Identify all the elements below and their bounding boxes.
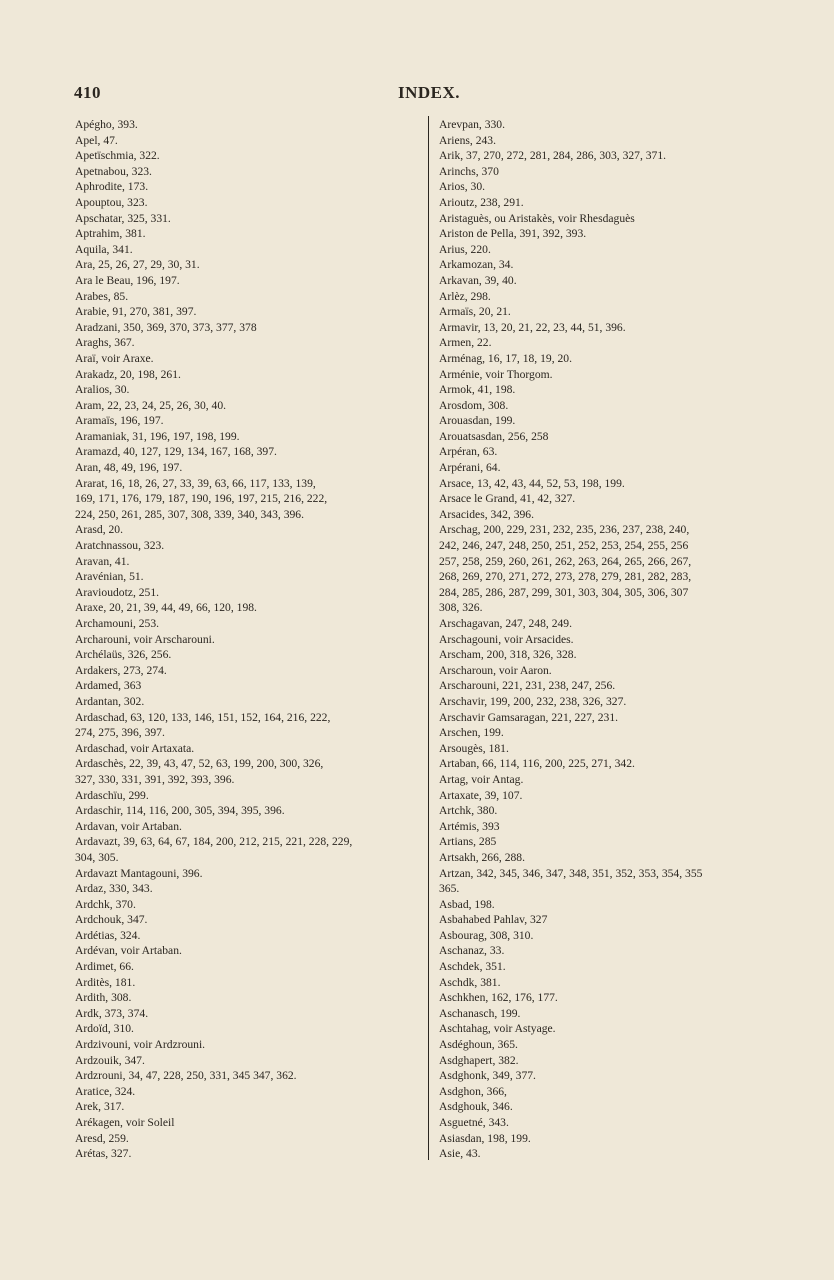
index-column-right <box>439 117 789 1162</box>
column-rule <box>428 116 429 1160</box>
index-entry <box>75 398 415 414</box>
index-entry <box>75 1115 415 1131</box>
index-entry-line: Arménie, voir Thorgom. <box>439 367 553 381</box>
index-entry-line: Ardaz, 330, 343. <box>75 882 153 896</box>
index-entry <box>75 819 415 835</box>
index-entry-line: Asie, 43. <box>439 1147 481 1161</box>
index-entry-line: Aschkhen, 162, 176, 177. <box>439 991 558 1005</box>
index-entry-line: Arik, 37, 270, 272, 281, 284, 286, 303, 327, 371. <box>439 149 667 163</box>
index-entry <box>439 663 789 679</box>
index-entry-line: Arkamozan, 34. <box>439 258 514 272</box>
index-entry <box>439 1053 789 1069</box>
index-entry <box>75 928 415 944</box>
index-entry <box>75 304 415 320</box>
index-entry-line: Arosdom, 308. <box>439 398 509 412</box>
index-entry <box>75 429 415 445</box>
index-entry-line: Arabes, 85. <box>75 289 129 303</box>
index-entry-line: Ardzrouni, 34, 47, 228, 250, 331, 345 347, 362. <box>75 1069 297 1083</box>
index-entry <box>75 538 415 554</box>
index-entry-line: Arinchs, 370 <box>439 164 499 178</box>
index-entry-line: Ardétias, 324. <box>75 928 141 942</box>
index-entry-line: Asiasdan, 198, 199. <box>439 1131 531 1145</box>
index-entry <box>439 179 789 195</box>
index-entry <box>439 460 789 476</box>
index-entry <box>439 943 789 959</box>
index-entry <box>75 943 415 959</box>
index-entry <box>439 335 789 351</box>
index-entry-line: Arménag, 16, 17, 18, 19, 20. <box>439 351 572 365</box>
index-entry <box>75 460 415 476</box>
index-entry <box>439 647 789 663</box>
index-entry-line: Asbad, 198. <box>439 897 495 911</box>
index-entry-line: Aravan, 41. <box>75 554 130 568</box>
index-entry-line: Artsakh, 266, 288. <box>439 850 525 864</box>
index-entry <box>75 803 415 819</box>
index-entry <box>439 429 789 445</box>
index-entry-line: Arsougès, 181. <box>439 741 509 755</box>
index-entry <box>439 413 789 429</box>
index-entry <box>439 507 789 523</box>
index-entry-line: Araxe, 20, 21, 39, 44, 49, 66, 120, 198. <box>75 601 257 615</box>
index-entry-line: Armaïs, 20, 21. <box>439 305 511 319</box>
index-entry-line: Artag, voir Antag. <box>439 772 524 786</box>
index-entry-line: Ararat, 16, 18, 26, 27, 33, 39, 63, 66, 117, 133, 139, <box>75 476 316 490</box>
index-entry-line: Aresd, 259. <box>75 1131 129 1145</box>
index-entry <box>75 226 415 242</box>
index-entry <box>439 1131 789 1147</box>
index-entry-line: 257, 258, 259, 260, 261, 262, 263, 264, 265, 266, 267, <box>439 554 692 568</box>
index-entry <box>439 975 789 991</box>
index-entry <box>75 1006 415 1022</box>
index-entry <box>439 133 789 149</box>
index-entry <box>75 413 415 429</box>
index-entry-line: Aratice, 324. <box>75 1084 136 1098</box>
index-entry-line: Ardzouik, 347. <box>75 1053 145 1067</box>
index-entry-line: Arschag, 200, 229, 231, 232, 235, 236, 237, 238, 240, <box>439 523 690 537</box>
index-entry-line: Aphrodite, 173. <box>75 180 149 194</box>
index-entry-line: Ardzivouni, voir Ardzrouni. <box>75 1038 206 1052</box>
index-entry <box>439 1115 789 1131</box>
index-entry-line: Arditès, 181. <box>75 975 136 989</box>
index-entry <box>75 866 415 882</box>
index-entry-line: Aralios, 30. <box>75 383 130 397</box>
index-entry-line: Armen, 22. <box>439 336 492 350</box>
index-entry <box>439 897 789 913</box>
index-entry <box>75 710 415 741</box>
index-entry-line: 169, 171, 176, 179, 187, 190, 196, 197, 215, 216, 222, <box>75 492 328 506</box>
index-entry <box>439 959 789 975</box>
index-entry <box>75 663 415 679</box>
index-entry-line: Ardavazt Mantagouni, 396. <box>75 866 203 880</box>
index-entry-line: Aram, 22, 23, 24, 25, 26, 30, 40. <box>75 398 227 412</box>
index-entry <box>75 382 415 398</box>
index-entry-line: Artchk, 380. <box>439 804 498 818</box>
index-entry <box>75 788 415 804</box>
index-entry <box>75 320 415 336</box>
index-entry-line: Arsace, 13, 42, 43, 44, 52, 53, 198, 199. <box>439 476 625 490</box>
index-entry-line: 224, 250, 261, 285, 307, 308, 339, 340, 343, 396. <box>75 507 304 521</box>
index-entry-line: Ariens, 243. <box>439 133 496 147</box>
index-entry <box>439 616 789 632</box>
index-entry <box>439 382 789 398</box>
index-entry <box>75 616 415 632</box>
index-entry-line: Ara le Beau, 196, 197. <box>75 273 180 287</box>
index-entry-line: Ardimet, 66. <box>75 960 134 974</box>
index-entry <box>439 257 789 273</box>
index-entry <box>75 242 415 258</box>
index-entry-line: Apégho, 393. <box>75 118 138 131</box>
index-entry <box>75 211 415 227</box>
index-entry <box>75 975 415 991</box>
index-entry-line: Asdghouk, 346. <box>439 1100 513 1114</box>
index-entry-line: Aquila, 341. <box>75 242 133 256</box>
index-entry <box>439 866 789 897</box>
index-entry <box>439 304 789 320</box>
index-entry <box>75 257 415 273</box>
index-entry-line: Ardavazt, 39, 63, 64, 67, 184, 200, 212, 215, 221, 228, 229, <box>75 835 353 849</box>
index-entry <box>439 632 789 648</box>
index-entry <box>75 600 415 616</box>
index-entry-line: Ardk, 373, 374. <box>75 1006 149 1020</box>
index-entry <box>439 834 789 850</box>
index-entry <box>75 133 415 149</box>
index-entry <box>439 211 789 227</box>
index-entry-line: Apschatar, 325, 331. <box>75 211 171 225</box>
index-entry <box>75 273 415 289</box>
index-entry <box>439 694 789 710</box>
index-entry-line: 365. <box>439 882 460 896</box>
index-entry <box>75 959 415 975</box>
index-entry <box>75 912 415 928</box>
index-entry-line: Aran, 48, 49, 196, 197. <box>75 461 183 475</box>
index-entry-line: Ardchouk, 347. <box>75 913 148 927</box>
index-entry-line: Arétas, 327. <box>75 1147 132 1161</box>
index-entry <box>75 1068 415 1084</box>
index-entry <box>75 1146 415 1162</box>
index-entry-line: Arsacides, 342, 396. <box>439 507 534 521</box>
index-entry-line: Arios, 30. <box>439 180 486 194</box>
index-entry <box>439 1068 789 1084</box>
index-entry-line: Arouatsasdan, 256, 258 <box>439 429 549 443</box>
index-entry <box>75 694 415 710</box>
index-entry <box>75 741 415 757</box>
index-entry-line: Aradzani, 350, 369, 370, 373, 377, 378 <box>75 320 257 334</box>
index-entry <box>439 226 789 242</box>
index-column-left <box>75 117 415 1162</box>
index-entry-line: Aravénian, 51. <box>75 570 144 584</box>
index-entry <box>75 289 415 305</box>
index-entry-line: Aschanaz, 33. <box>439 944 505 958</box>
index-entry <box>75 1099 415 1115</box>
index-entry <box>439 242 789 258</box>
index-entry <box>75 678 415 694</box>
index-entry-line: Aschanasch, 199. <box>439 1006 521 1020</box>
index-entry <box>439 522 789 616</box>
index-entry <box>439 164 789 180</box>
index-entry-line: Ardith, 308. <box>75 991 132 1005</box>
index-entry <box>75 647 415 663</box>
index-entry-line: Asdghonk, 349, 377. <box>439 1069 536 1083</box>
index-entry-line: Ardaschès, 22, 39, 43, 47, 52, 63, 199, 200, 300, 326, <box>75 757 324 771</box>
page-number: 410 <box>74 83 101 102</box>
index-entry-line: Apel, 47. <box>75 133 118 147</box>
index-entry-line: Ardamed, 363 <box>75 679 142 693</box>
index-entry <box>439 491 789 507</box>
index-entry <box>439 912 789 928</box>
index-entry <box>439 788 789 804</box>
index-entry-line: Aristaguès, ou Aristakès, voir Rhesdaguès <box>439 211 635 225</box>
index-entry <box>439 803 789 819</box>
index-entry-line: Ardaschad, 63, 120, 133, 146, 151, 152, 164, 216, 222, <box>75 710 331 724</box>
index-entry <box>439 710 789 726</box>
index-entry-line: Aravioudotz, 251. <box>75 585 160 599</box>
index-entry <box>439 1037 789 1053</box>
index-entry-line: 242, 246, 247, 248, 250, 251, 252, 253, 254, 255, 256 <box>439 539 689 553</box>
index-entry <box>439 351 789 367</box>
index-entry-line: Arabie, 91, 270, 381, 397. <box>75 305 197 319</box>
index-entry-line: Araï, voir Araxe. <box>75 351 154 365</box>
index-entry-line: Aschdek, 351. <box>439 960 506 974</box>
index-entry-line: Arouasdan, 199. <box>439 414 516 428</box>
index-entry-line: Asbahabed Pahlav, 327 <box>439 913 548 927</box>
index-entry <box>75 897 415 913</box>
index-entry-line: Asdéghoun, 365. <box>439 1038 518 1052</box>
index-entry-line: Asdghon, 366, <box>439 1084 507 1098</box>
index-entry <box>75 444 415 460</box>
index-entry <box>439 148 789 164</box>
index-entry <box>75 881 415 897</box>
index-entry-line: Asguetné, 343. <box>439 1116 509 1129</box>
index-entry <box>75 990 415 1006</box>
index-entry-line: Armavir, 13, 20, 21, 22, 23, 44, 51, 396. <box>439 320 626 334</box>
index-entry-line: Arscharoun, voir Aaron. <box>439 663 552 677</box>
index-entry <box>439 1006 789 1022</box>
index-entry <box>439 195 789 211</box>
index-entry-line: 284, 285, 286, 287, 299, 301, 303, 304, 305, 306, 307 <box>439 585 689 599</box>
index-entry-line: Aramaïs, 196, 197. <box>75 414 164 428</box>
index-entry-line: Ardantan, 302. <box>75 694 145 708</box>
index-entry <box>75 585 415 601</box>
index-entry-line: Ariston de Pella, 391, 392, 393. <box>439 227 587 241</box>
index-entry-line: 268, 269, 270, 271, 272, 273, 278, 279, 281, 282, 283, <box>439 570 692 584</box>
index-entry <box>75 179 415 195</box>
index-entry-line: Arscham, 200, 318, 326, 328. <box>439 648 577 662</box>
index-entry <box>75 1084 415 1100</box>
index-entry-line: Ardaschir, 114, 116, 200, 305, 394, 395, 396. <box>75 804 285 818</box>
index-entry-line: Ardaschad, voir Artaxata. <box>75 741 195 755</box>
index-entry-line: Artaban, 66, 114, 116, 200, 225, 271, 342. <box>439 757 635 771</box>
index-entry <box>439 1146 789 1162</box>
index-entry <box>75 756 415 787</box>
index-entry-line: Artémis, 393 <box>439 819 500 833</box>
index-entry-line: 304, 305. <box>75 850 119 864</box>
index-entry-line: Arékagen, voir Soleil <box>75 1116 175 1129</box>
index-entry-line: Apetïschmia, 322. <box>75 149 160 163</box>
index-entry-line: Arschagavan, 247, 248, 249. <box>439 617 572 630</box>
index-entry <box>75 335 415 351</box>
index-entry-line: Apouptou, 323. <box>75 195 148 209</box>
index-entry-line: Arasd, 20. <box>75 523 123 537</box>
index-entry-line: Ardakers, 273, 274. <box>75 663 167 677</box>
index-entry <box>439 819 789 835</box>
index-entry-line: Arek, 317. <box>75 1100 125 1114</box>
index-entry-line: Arschavir Gamsaragan, 221, 227, 231. <box>439 710 619 724</box>
index-entry <box>439 273 789 289</box>
index-entry-line: 327, 330, 331, 391, 392, 393, 396. <box>75 772 235 786</box>
index-entry <box>439 289 789 305</box>
index-entry <box>75 1053 415 1069</box>
index-entry <box>439 320 789 336</box>
index-entry <box>75 834 415 865</box>
index-entry-line: Aramazd, 40, 127, 129, 134, 167, 168, 397. <box>75 445 277 459</box>
index-entry <box>75 164 415 180</box>
index-entry-line: Ardaschïu, 299. <box>75 788 149 802</box>
index-entry-line: Arpéran, 63. <box>439 445 498 459</box>
index-entry-line: Arius, 220. <box>439 242 491 256</box>
index-entry-line: Armok, 41, 198. <box>439 383 516 397</box>
index-entry-line: Arscharouni, 221, 231, 238, 247, 256. <box>439 679 616 693</box>
index-entry-line: Ardchk, 370. <box>75 897 136 911</box>
index-entry-line: Artzan, 342, 345, 346, 347, 348, 351, 352, 353, 354, 355 <box>439 866 703 880</box>
index-entry <box>439 398 789 414</box>
index-entry-line: Aramaniak, 31, 196, 197, 198, 199. <box>75 429 240 443</box>
index-entry-line: Arevpan, 330. <box>439 118 506 131</box>
index-entry <box>439 117 789 133</box>
index-entry-line: Arpérani, 64. <box>439 461 501 475</box>
index-entry-line: Aschtahag, voir Astyage. <box>439 1022 556 1036</box>
index-entry-line: Arioutz, 238, 291. <box>439 195 524 209</box>
index-entry <box>439 756 789 772</box>
index-entry-line: Apetnabou, 323. <box>75 164 152 178</box>
index-entry <box>75 522 415 538</box>
index-entry-line: Ara, 25, 26, 27, 29, 30, 31. <box>75 258 200 272</box>
index-entry <box>439 741 789 757</box>
index-entry-line: Ardoïd, 310. <box>75 1022 134 1036</box>
index-entry <box>75 476 415 523</box>
index-entry-line: Ardavan, voir Artaban. <box>75 819 182 833</box>
index-entry <box>75 351 415 367</box>
index-entry <box>439 1084 789 1100</box>
index-entry-line: Arlèz, 298. <box>439 289 491 303</box>
index-entry-line: Arschen, 199. <box>439 726 504 740</box>
index-entry <box>75 1021 415 1037</box>
index-entry-line: Artians, 285 <box>439 835 497 849</box>
index-entry <box>75 367 415 383</box>
index-entry-line: Asdghapert, 382. <box>439 1053 519 1067</box>
index-entry <box>75 1037 415 1053</box>
index-entry-line: Arkavan, 39, 40. <box>439 273 517 287</box>
index-entry <box>75 554 415 570</box>
index-entry-line: Arschavir, 199, 200, 232, 238, 326, 327. <box>439 694 627 708</box>
index-entry <box>75 569 415 585</box>
index-entry-line: Ardévan, voir Artaban. <box>75 944 182 958</box>
index-entry <box>439 476 789 492</box>
index-entry-line: 308, 326. <box>439 601 483 615</box>
index-entry <box>439 444 789 460</box>
index-entry <box>439 1099 789 1115</box>
index-entry <box>75 117 415 133</box>
index-entry <box>439 725 789 741</box>
index-entry-line: Aptrahim, 381. <box>75 227 146 241</box>
index-entry-line: Archamouni, 253. <box>75 617 160 630</box>
index-entry <box>439 367 789 383</box>
index-entry <box>439 1021 789 1037</box>
index-entry-line: Aschdk, 381. <box>439 975 501 989</box>
index-entry <box>439 678 789 694</box>
index-entry <box>439 772 789 788</box>
index-entry <box>439 928 789 944</box>
index-entry <box>75 632 415 648</box>
index-entry-line: Arakadz, 20, 198, 261. <box>75 367 181 381</box>
index-entry <box>75 148 415 164</box>
index-entry-line: Arschagouni, voir Arsacides. <box>439 632 574 646</box>
index-entry-line: Araghs, 367. <box>75 336 135 350</box>
index-entry-line: Aratchnassou, 323. <box>75 539 165 553</box>
index-entry <box>75 195 415 211</box>
index-entry-line: Archélaüs, 326, 256. <box>75 648 172 662</box>
index-entry-line: Asbourag, 308, 310. <box>439 928 534 942</box>
index-entry-line: Arsace le Grand, 41, 42, 327. <box>439 492 576 506</box>
index-entry <box>439 990 789 1006</box>
index-entry <box>439 850 789 866</box>
running-head: INDEX. <box>398 83 461 102</box>
index-entry-line: Archarouni, voir Arscharouni. <box>75 632 215 646</box>
index-entry-line: Artaxate, 39, 107. <box>439 788 523 802</box>
index-entry <box>75 1131 415 1147</box>
index-entry-line: 274, 275, 396, 397. <box>75 726 165 740</box>
